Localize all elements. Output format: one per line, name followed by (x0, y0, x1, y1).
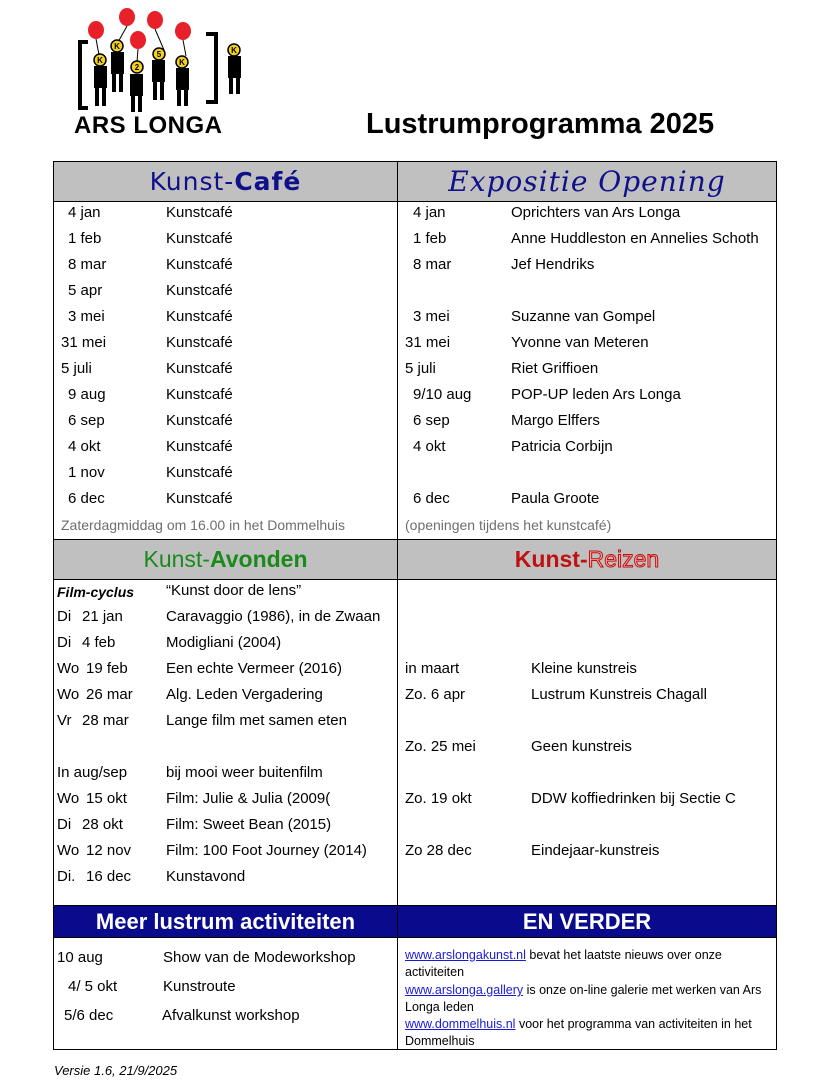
expositie-artist: Patricia Corbijn (511, 438, 613, 455)
meer-date: 4/ 5 okt (68, 978, 118, 995)
expositie-note: (openingen tijdens het kunstcafé) (405, 517, 612, 533)
expositie-artist: POP-UP leden Ars Longa (511, 386, 681, 403)
expositie-date: 4 jan (413, 204, 446, 221)
expositie-date: 31 mei (405, 334, 451, 351)
kunst-cafe-date: 6 sep (68, 412, 105, 429)
kunst-cafe-label: Kunstcafé (166, 334, 233, 351)
avond-activity: Een echte Vermeer (2016) (166, 660, 342, 677)
expositie-artist: Anne Huddleston en Annelies Schoth (511, 230, 759, 247)
reizen-title-a: Kunst- (514, 546, 588, 572)
figure-letter: 2 (134, 63, 140, 72)
kunst-cafe-label: Kunstcafé (166, 464, 233, 481)
meer-date: 5/6 dec (64, 1007, 114, 1024)
expositie-artist: Suzanne van Gompel (511, 308, 656, 325)
avond-activity: Alg. Leden Vergadering (166, 686, 323, 703)
reizen-title-b: Reizen (587, 546, 660, 572)
avond-day: Di. (57, 868, 76, 885)
balloons-icon (88, 8, 191, 49)
kunst-cafe-date: 5 apr (68, 282, 103, 299)
avond-day: Vr (57, 712, 72, 729)
arslonga-gallery-link[interactable]: www.arslonga.gallery (405, 983, 524, 997)
logo-name: ARS LONGA (74, 112, 223, 139)
dommelhuis-link[interactable]: www.dommelhuis.nl (405, 1017, 516, 1031)
expositie-date: 4 okt (413, 438, 446, 455)
avond-day: Di (57, 634, 72, 651)
expositie-date: 3 mei (413, 308, 450, 325)
figure-letter: K (179, 58, 185, 67)
kunst-cafe-label: Kunstcafé (166, 360, 233, 377)
avond-day: Di (57, 816, 72, 833)
en-verder-item (405, 947, 773, 981)
meer-activity: Afvalkunst workshop (162, 1007, 300, 1024)
figure-letter: 5 (156, 50, 162, 59)
avond-activity: Film: Julie & Julia (2009( (166, 790, 331, 807)
kunst-cafe-label: Kunstcafé (166, 282, 233, 299)
expositie-date: 5 juli (405, 360, 436, 377)
kunst-cafe-header (54, 162, 397, 201)
meer-date: 10 aug (57, 949, 103, 966)
reis-activity: Geen kunstreis (531, 738, 632, 755)
avond-date: 15 okt (86, 790, 127, 807)
en-verder-title: EN VERDER (522, 908, 652, 934)
expositie-artist: Oprichters van Ars Longa (511, 204, 681, 221)
en-verder-item-text: is onze on-line galerie met werken van Ars Longa leden (405, 983, 762, 1014)
kunst-cafe-date: 31 mei (61, 334, 107, 351)
avond-day: Di (57, 608, 72, 625)
avond-date: 28 mar (82, 712, 129, 729)
en-verder-item (405, 982, 773, 1016)
kunst-cafe-date: 4 jan (68, 204, 101, 221)
figure-letter: K (231, 46, 237, 55)
avond-date: 12 nov (86, 842, 132, 859)
kunst-cafe-label: Kunstcafé (166, 204, 233, 221)
reis-activity: Eindejaar-kunstreis (531, 842, 660, 859)
expositie-date: 1 feb (413, 230, 447, 247)
avond-day: Wo (57, 842, 80, 859)
arslongakunst-link[interactable]: www.arslongakunst.nl (405, 948, 526, 962)
film-cyclus-label: Film-cyclus (57, 584, 135, 600)
avond-day: Wo (57, 790, 80, 807)
avond-date: 16 dec (86, 868, 132, 885)
expositie-artist: Yvonne van Meteren (511, 334, 649, 351)
expositie-header (398, 162, 776, 201)
en-verder-item (405, 1016, 773, 1050)
avond-day: Wo (57, 660, 80, 677)
avond-date: 21 jan (82, 608, 123, 625)
avond-activity: Caravaggio (1986), in de Zwaan (166, 608, 381, 625)
figure-letter: K (114, 42, 120, 51)
avond-activity: Lange film met samen eten (166, 712, 347, 729)
expositie-artist: Paula Groote (511, 490, 600, 507)
kunst-cafe-date: 5 juli (61, 360, 92, 377)
left-bracket-shape (80, 42, 88, 108)
kunst-cafe-date: 1 nov (68, 464, 105, 481)
version-footer: Versie 1.6, 21/9/2025 (54, 1063, 178, 1078)
avonden-title-b: Avonden (209, 546, 308, 572)
expositie-artist: Margo Elffers (511, 412, 600, 429)
expositie-title: Expositie Opening (448, 165, 726, 198)
meer-activity: Kunstroute (163, 978, 236, 995)
kunst-cafe-label: Kunstcafé (166, 412, 233, 429)
kunst-cafe-label: Kunstcafé (166, 230, 233, 247)
avond-activity: Modigliani (2004) (166, 634, 282, 651)
figure-letter: K (97, 56, 103, 65)
kunst-cafe-date: 9 aug (68, 386, 106, 403)
meer-activity: Show van de Modeworkshop (163, 949, 356, 966)
reis-date: Zo. 6 apr (405, 686, 466, 703)
kunst-cafe-date: 8 mar (68, 256, 107, 273)
kunst-avonden-header (54, 540, 397, 579)
kunst-cafe-date: 4 okt (68, 438, 101, 455)
film-cyclus-text: “Kunst door de lens” (166, 582, 302, 599)
kunst-reizen-header (398, 540, 776, 579)
en-verder-item-text: voor het programma van activiteiten in het Dommelhuis (405, 1017, 752, 1048)
page-title: Lustrumprogramma 2025 (366, 108, 715, 140)
kunst-cafe-date: 1 feb (68, 230, 102, 247)
avond-day: In aug/sep (57, 764, 128, 781)
reis-date: Zo. 19 okt (405, 790, 472, 807)
expositie-date: 8 mar (413, 256, 452, 273)
avond-activity: bij mooi weer buitenfilm (166, 764, 323, 781)
kunst-cafe-date: 6 dec (68, 490, 105, 507)
avond-activity: Film: 100 Foot Journey (2014) (166, 842, 367, 859)
kunst-cafe-note: Zaterdagmiddag om 16.00 in het Dommelhuis (61, 517, 346, 533)
right-bracket-shape (206, 34, 216, 102)
figures-icon (94, 52, 241, 112)
meer-lustrum-title: Meer lustrum activiteiten (95, 908, 356, 934)
reis-activity: Kleine kunstreis (531, 660, 637, 677)
avonden-title-a: Kunst- (143, 546, 210, 572)
avond-date: 28 okt (82, 816, 123, 833)
avond-activity: Kunstavond (166, 868, 246, 885)
kunst-cafe-label: Kunstcafé (166, 386, 233, 403)
reis-activity: DDW koffiedrinken bij Sectie C (531, 790, 736, 807)
reis-date: in maart (405, 660, 460, 677)
reis-date: Zo. 25 mei (405, 738, 476, 755)
kunst-cafe-date: 3 mei (68, 308, 105, 325)
expositie-artist: Jef Hendriks (511, 256, 595, 273)
expositie-artist: Riet Griffioen (511, 360, 599, 377)
avond-date: 19 feb (86, 660, 128, 677)
kunst-cafe-label: Kunstcafé (166, 438, 233, 455)
avond-date: 4 feb (82, 634, 116, 651)
kunst-cafe-label: Kunstcafé (166, 490, 233, 507)
meer-lustrum-header (54, 906, 397, 937)
kunst-cafe-title-b: Café (234, 167, 302, 196)
reis-date: Zo 28 dec (405, 842, 472, 859)
expositie-date: 6 sep (413, 412, 450, 429)
expositie-date: 6 dec (413, 490, 450, 507)
avond-activity: Film: Sweet Bean (2015) (166, 816, 332, 833)
kunst-cafe-label: Kunstcafé (166, 308, 233, 325)
en-verder-header (398, 906, 776, 937)
expositie-date: 9/10 aug (413, 386, 472, 403)
kunst-cafe-title-a: Kunst- (149, 167, 235, 196)
avond-day: Wo (57, 686, 80, 703)
en-verder-item-text: bevat het laatste nieuws over onze activiteiten (405, 948, 722, 979)
reis-activity: Lustrum Kunstreis Chagall (531, 686, 707, 703)
avond-date: 26 mar (86, 686, 133, 703)
kunst-cafe-label: Kunstcafé (166, 256, 233, 273)
